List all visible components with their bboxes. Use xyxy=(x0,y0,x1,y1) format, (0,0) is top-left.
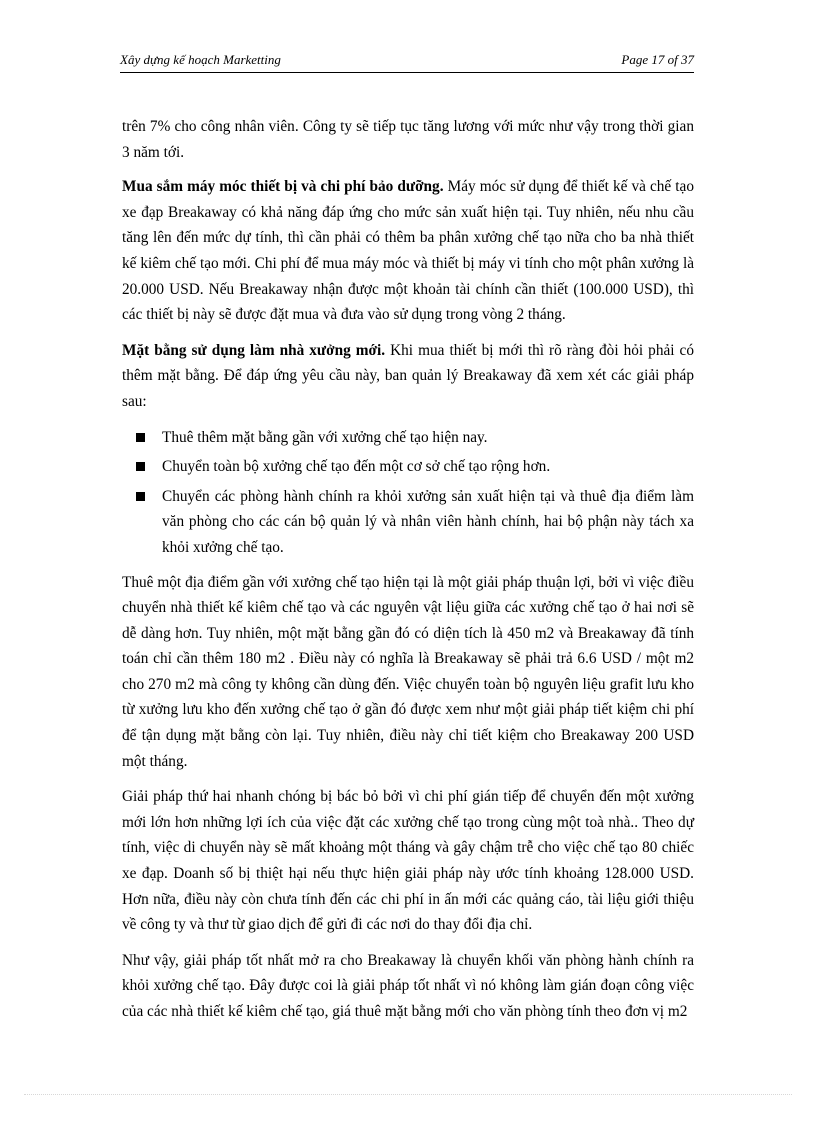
heading-premises: Mặt bằng sử dụng làm nhà xưởng mới. xyxy=(122,341,386,359)
paragraph-option-two: Giải pháp thứ hai nhanh chóng bị bác bỏ bởi vì chi phí gián tiếp để chuyển đến một xưởng mới lớn hơn những lợi ích của việc đặt các xưởng chế tạo trong cùng một toà nhà.. Theo dự tính, việc di chuyển này sẽ mất khoảng một tháng và gây chậm trễ cho việc chế tạo 80 chiếc xe đạp. Doanh số bị thiệt hại nếu thực hiện giải pháp này ước tính khoảng 128.000 USD. Hơn nữa, điều này còn chưa tính đến các chi phí in ấn mới các quảng cáo, tài liệu giới thiệu về công ty và thư từ giao dịch để gửi đi các nơi do thay đổi địa chỉ. xyxy=(122,788,694,934)
paragraph-conclusion: Như vậy, giải pháp tốt nhất mở ra cho Breakaway là chuyển khối văn phòng hành chính ra khỏi xưởng chế tạo. Đây được coi là giải pháp tốt nhất vì nó không làm gián đoạn công việc của các nhà thiết kế kiêm chế tạo, giá thuê mặt bằng mới cho văn phòng tính theo đơn vị m2 xyxy=(122,951,694,1020)
paragraph-option-one: Thuê một địa điểm gần với xưởng chế tạo hiện tại là một giải pháp thuận lợi, bởi vì việc điều chuyển nhà thiết kế kiêm chế tạo và các nguyên vật liệu giữa các xưởng chế tạo ở hai nơi sẽ dễ dàng hơn. Tuy nhiên, một mặt bằng gần đó có diện tích là 450 m2 và Breakaway đã tính toán chỉ cần thêm 180 m2 . Điều này có nghĩa là Breakaway sẽ phải trả 6.6 USD / một m2 cho 270 m2 mà công ty không cần dùng đến. Việc chuyển toàn bộ nguyên liệu grafit lưu kho từ xưởng lưu kho đến xưởng chế tạo ở gần đó được xem như một giải pháp tiết kiệm chi phí để tận dụng mặt bằng còn lại. Tuy nhiên, điều này chỉ tiết kiệm cho Breakaway 200 USD một tháng. xyxy=(122,573,694,770)
text-premises: Khi mua thiết bị mới thì rõ ràng đòi hỏi phải có thêm mặt bằng. Để đáp ứng yêu cầu này, ban quản lý Breakaway đã xem xét các giải pháp sau: xyxy=(122,341,694,410)
heading-equipment: Mua sắm máy móc thiết bị và chi phí bảo dưỡng. xyxy=(122,178,444,196)
text-equipment: Máy móc sử dụng để thiết kế và chế tạo xe đạp Breakaway có khả năng đáp ứng cho mức sản xuất hiện tại. Tuy nhiên, nếu nhu cầu tăng lên đến mức dự tính, thì cần phải có thêm ba phân xưởng chế tạo nữa cho ba nhà thiết kế kiêm chế tạo mới. Chi phí để mua máy móc và thiết bị máy vi tính cho một phân xưởng là 20.000 USD. Nếu Breakaway nhận được một khoản tài chính cần thiết (100.000 USD), thì các thiết bị này sẽ được đặt mua và đưa vào sử dụng trong vòng 2 tháng. xyxy=(122,178,694,324)
paragraph-salary: trên 7% cho công nhân viên. Công ty sẽ tiếp tục tăng lương với mức như vậy trong thời gian 3 năm tới. xyxy=(122,118,694,161)
document-body xyxy=(122,114,694,1035)
bullet-square-icon xyxy=(136,492,145,501)
page-header xyxy=(120,50,694,73)
bullet-square-icon xyxy=(136,462,145,471)
list-item: Thuê thêm mặt bằng gần với xưởng chế tạo hiện nay. xyxy=(122,425,694,451)
list-item: Chuyển toàn bộ xưởng chế tạo đến một cơ sở chế tạo rộng hơn. xyxy=(122,454,694,480)
page-bottom-divider xyxy=(24,1094,792,1095)
page-number: Page 17 of 37 xyxy=(621,52,694,67)
list-item: Chuyển các phòng hành chính ra khỏi xưởng sản xuất hiện tại và thuê địa điểm làm văn phòng cho các cán bộ quản lý và nhân viên hành chính, hai bộ phận này tách xa khỏi xưởng chế tạo. xyxy=(122,484,694,561)
paragraph-premises xyxy=(122,338,694,415)
bullet-square-icon xyxy=(136,433,145,442)
document-title: Xây dựng kế hoạch Marketting xyxy=(120,52,281,67)
options-list xyxy=(122,425,694,561)
paragraph-equipment xyxy=(122,174,694,328)
